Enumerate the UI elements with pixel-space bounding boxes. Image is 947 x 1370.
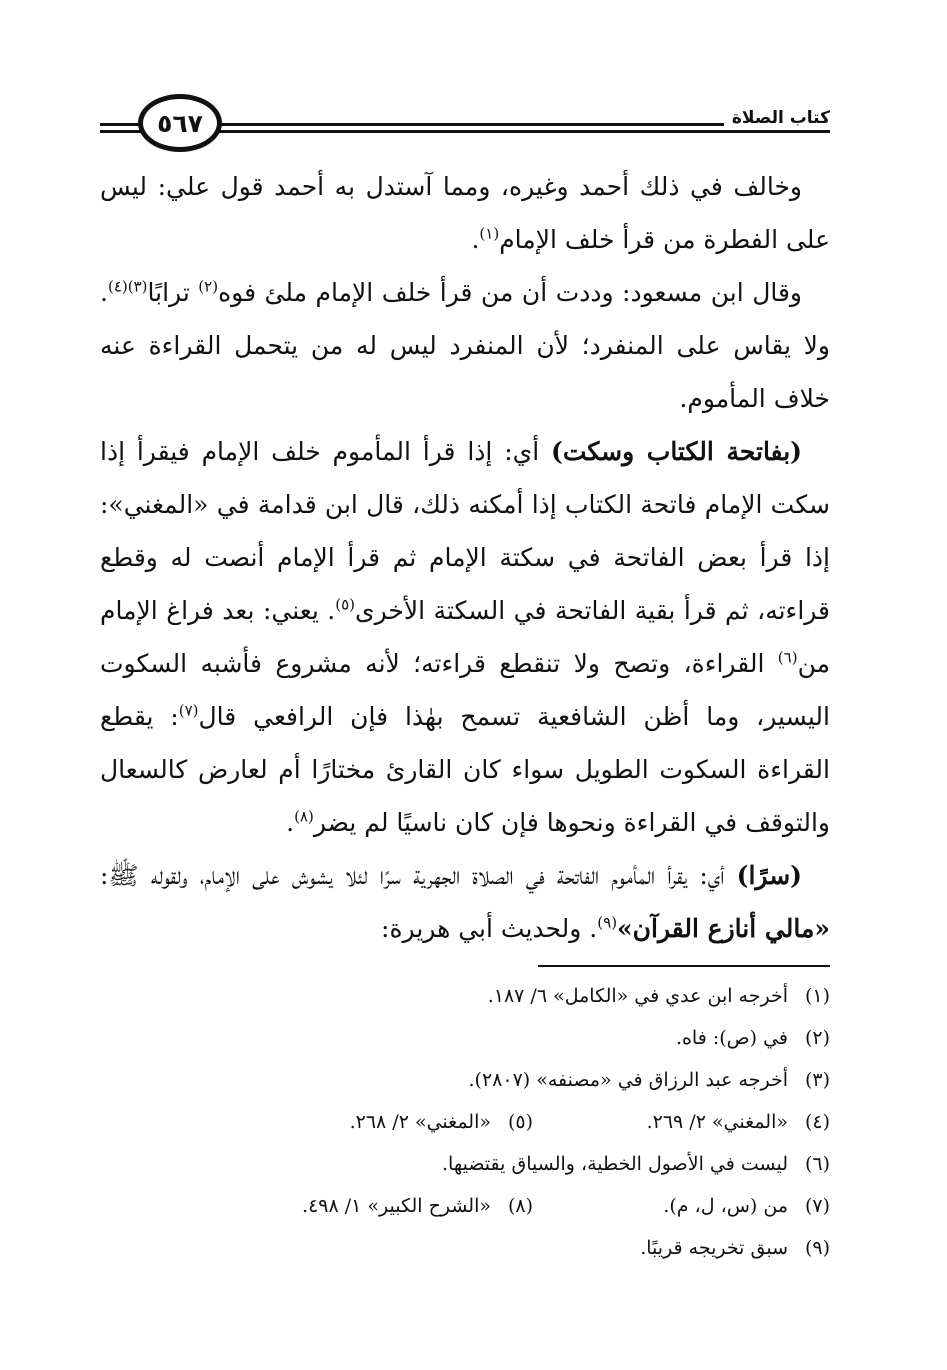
footnote-text: ليست في الأصول الخطية، والسياق يقتضيها.: [442, 1153, 788, 1175]
matn-quote: (سرًا): [736, 861, 802, 890]
page-number: ٥٦٧: [138, 94, 222, 152]
footnote-4-5: [100, 1101, 830, 1143]
footnote-1: [100, 975, 830, 1017]
footnote-2: [100, 1017, 830, 1059]
footnote-text: «المغني» ٢/ ٢٦٨.: [349, 1111, 491, 1133]
footnote-ref[interactable]: (٣)(٤): [107, 277, 148, 296]
text: . يعني: بعد فراغ الإمام من: [100, 596, 830, 678]
footnotes: [100, 975, 830, 1269]
paragraph-3: [100, 425, 830, 849]
footnote-number: (٢): [804, 1027, 830, 1049]
text: أي: إذا قرأ المأموم خلف الإمام فيقرأ إذا سكت الإمام فاتحة الكتاب إذا أمكنه ذلك، قال ابن قدامة في «المغني»: إذا قرأ بعض الفاتحة في سكتة الإمام ثم قرأ الإمام أنصت له وقطع قراءته، ثم قرأ بقية الفاتحة في السكتة الأخرى: [100, 437, 831, 625]
footnote-number: (١): [804, 985, 830, 1007]
footnote-ref[interactable]: (٢): [198, 277, 219, 296]
footnote-number: (٣): [804, 1069, 830, 1091]
footnote-text: أخرجه ابن عدي في «الكامل» ٦/ ١٨٧.: [487, 985, 788, 1007]
text: : يقطع القراءة السكوت الطويل سواء كان القارئ مختارًا أم لعارض كالسعال والتوقف في القراءة ونحوها فإن كان ناسيًا لم يضر: [100, 702, 830, 837]
text: أي: يقرأ المأموم الفاتحة في الصلاة الجهرية سرًا لئلا يشوش على الإمام، ولقوله ﷺ:: [100, 861, 737, 890]
footnote-ref[interactable]: (١): [479, 224, 500, 243]
hadith-quote: «مالي أنازع القرآن»: [617, 914, 830, 943]
footnote-number: (٤): [804, 1111, 830, 1133]
footnote-number: (٦): [804, 1153, 830, 1175]
main-text: [100, 160, 830, 955]
footnote-6: [100, 1143, 830, 1185]
footnote-ref[interactable]: (٨): [294, 807, 314, 826]
matn-quote: (بفاتحة الكتاب وسكت): [550, 437, 802, 466]
text: وقال ابن مسعود: وددت أن من قرأ خلف الإمام ملئ فوه: [218, 278, 802, 307]
text: على الفطرة من قرأ خلف الإمام: [499, 225, 830, 254]
text: . ولا يقاس على المنفرد؛ لأن المنفرد ليس له من يتحمل القراءة عنه خلاف المأموم.: [100, 278, 830, 413]
page-number-medallion: [138, 94, 228, 158]
footnote-9: [100, 1227, 830, 1269]
footnote-text: في (ص): فاه.: [675, 1027, 788, 1049]
text: وخالف في ذلك أحمد وغيره، ومما آستدل به أحمد قول علي: ليس: [100, 172, 802, 201]
footnote-3: [100, 1059, 830, 1101]
footnote-ref[interactable]: (٧): [178, 701, 199, 720]
footnote-ref[interactable]: (٦): [777, 648, 798, 667]
footnote-ref[interactable]: (٩): [597, 913, 618, 932]
running-title: كتاب الصلاة: [724, 108, 830, 128]
footnote-7-8: [100, 1185, 830, 1227]
text: .: [286, 808, 295, 837]
text: ترابًا: [147, 278, 190, 307]
text: . ولحديث أبي هريرة:: [381, 914, 598, 943]
footnote-text: «المغني» ٢/ ٢٦٩.: [646, 1111, 788, 1133]
page-header: [100, 90, 830, 170]
footnote-number: (٨): [507, 1195, 533, 1217]
footnote-number: (٥): [507, 1111, 533, 1133]
footnote-text: سبق تخريجه قريبًا.: [640, 1237, 788, 1259]
paragraph-4: [100, 849, 830, 955]
footnote-separator: [538, 965, 830, 967]
footnote-text: من (س، ل، م).: [663, 1195, 788, 1217]
text: القراءة، وتصح ولا تنقطع قراءته؛ لأنه مشروع فأشبه السكوت اليسير، وما أظن الشافعية تسمح بهٰذا فإن الرافعي قال: [100, 649, 830, 731]
paragraph-1: [100, 160, 830, 266]
footnote-ref[interactable]: (٥): [335, 595, 356, 614]
footnote-number: (٧): [804, 1195, 830, 1217]
footnote-number: (٩): [804, 1237, 830, 1259]
footnote-text: أخرجه عبد الرزاق في «مصنفه» (٢٨٠٧).: [468, 1069, 788, 1091]
text: .: [471, 225, 480, 254]
footnote-text: «الشرح الكبير» ١/ ٤٩٨.: [302, 1195, 491, 1217]
paragraph-2: [100, 266, 830, 425]
